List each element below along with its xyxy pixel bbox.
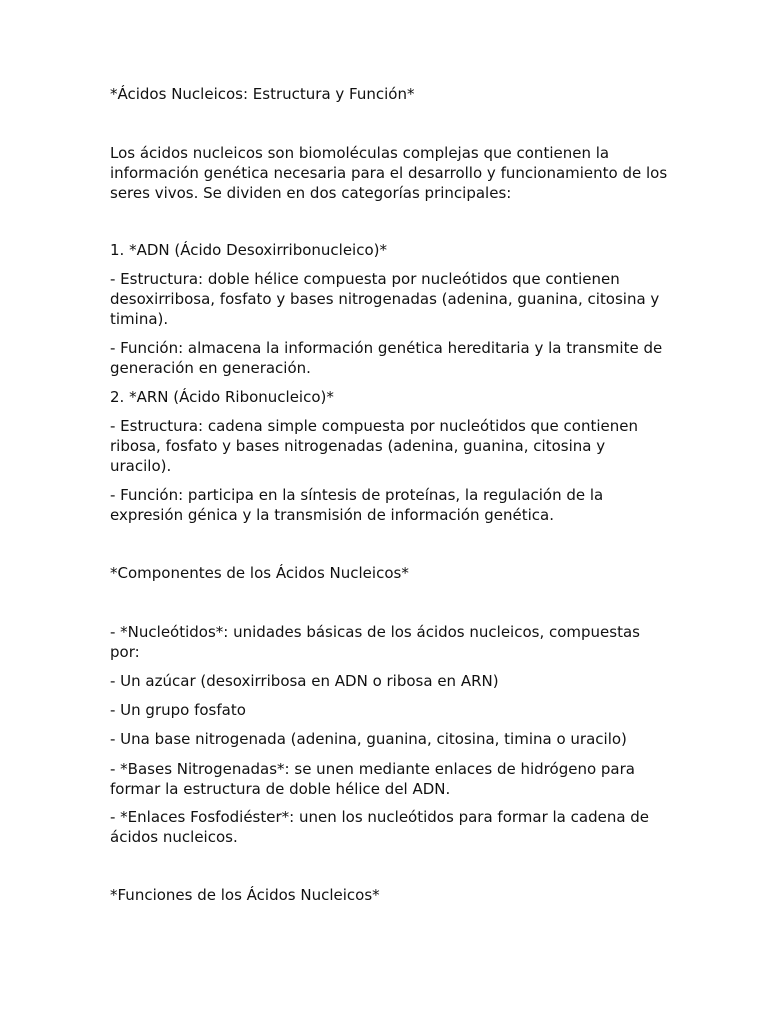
document-title: *Ácidos Nucleicos: Estructura y Función*: [110, 85, 415, 103]
base-item: - Una base nitrogenada (adenina, guanina, citosina, timina o uracilo): [110, 730, 627, 748]
azucar-item: - Un azúcar (desoxirribosa en ADN o ribosa en ARN): [110, 672, 499, 690]
intro-paragraph: Los ácidos nucleicos son biomoléculas complejas que contienen la información genética necesaria para el desarrollo y funcionamiento de los seres vivos. Se dividen en dos categorías principales:: [110, 144, 668, 202]
adn-estructura: - Estructura: doble hélice compuesta por nucleótidos que contienen desoxirribosa, fosfato y bases nitrogenadas (adenina, guanina, citosina y timina).: [110, 270, 660, 328]
arn-estructura: - Estructura: cadena simple compuesta por nucleótidos que contienen ribosa, fosfato y bases nitrogenadas (adenina, guanina, citosina y uracilo).: [110, 417, 639, 475]
enlaces-item: - *Enlaces Fosfodiéster*: unen los nucleótidos para formar la cadena de ácidos nucleicos.: [110, 808, 650, 846]
adn-heading: 1. *ADN (Ácido Desoxirribonucleico)*: [110, 241, 388, 259]
fosfato-item: - Un grupo fosfato: [110, 701, 246, 719]
funciones-heading: *Funciones de los Ácidos Nucleicos*: [110, 886, 380, 904]
arn-funcion: - Función: participa en la síntesis de proteínas, la regulación de la expresión génica y la transmisión de información genética.: [110, 486, 604, 524]
nucleotidos-item: - *Nucleótidos*: unidades básicas de los ácidos nucleicos, compuestas por:: [110, 623, 640, 661]
adn-funcion: - Función: almacena la información genética hereditaria y la transmite de generación en generación.: [110, 339, 663, 377]
bases-nitrogenadas-item: - *Bases Nitrogenadas*: se unen mediante enlaces de hidrógeno para formar la estructura de doble hélice del ADN.: [110, 760, 635, 798]
componentes-heading: *Componentes de los Ácidos Nucleicos*: [110, 564, 409, 582]
arn-heading: 2. *ARN (Ácido Ribonucleico)*: [110, 388, 334, 406]
